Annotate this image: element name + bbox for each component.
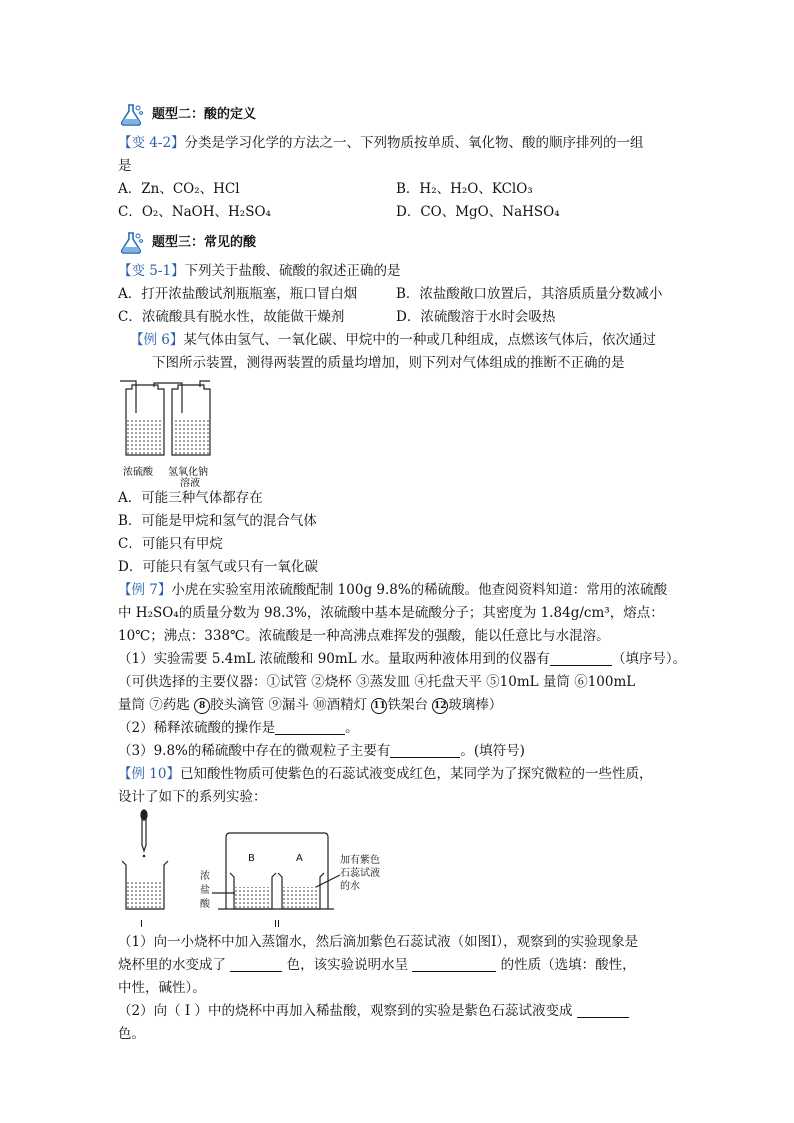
sub-question-text: （1）向一小烧杯中加入蒸馏水，然后滴加紫色石蕊试液（如图Ⅰ），观察到的实验现象是	[118, 934, 639, 950]
beaker-experiment-diagram	[118, 809, 408, 931]
instrument-list: （可供选择的主要仪器：①试管 ②烧杯 ③蒸发皿 ④托盘天平 ⑤10mL 量筒 ⑥100mL	[118, 674, 636, 690]
question-tag: 【变 4-2】	[118, 135, 185, 151]
stem-text: 分类是学习化学的方法之一、下列物质按单质、氧化物、酸的顺序排列的一组	[184, 135, 644, 151]
option-c: C．O₂、NaOH、H₂SO₄	[118, 204, 271, 220]
question-tag: 【例 6】	[130, 332, 184, 348]
label-naoh: 氢氧化钠	[168, 467, 208, 478]
stem-text: 中 H₂SO₄的质量分数为 98.3%，浓硫酸中基本是硫酸分子；其密度为 1.84g/cm³，熔点：	[118, 605, 664, 621]
section-title: 题型二：酸的定义	[152, 106, 257, 122]
stem-text: 下列关于盐酸、硫酸的叙述正确的是	[184, 263, 401, 279]
instrument-text: 玻璃棒）	[448, 697, 503, 713]
question-tag: 【例 10】	[118, 766, 180, 782]
stem-text: 是	[118, 158, 132, 174]
options-row	[118, 201, 678, 224]
options-row	[118, 283, 678, 306]
answer-blank[interactable]	[577, 1001, 629, 1018]
options-row	[118, 178, 678, 201]
label-acid: 酸	[200, 899, 210, 910]
sub-question	[118, 740, 678, 763]
circled-number: 8	[194, 698, 210, 714]
answer-blank[interactable]	[390, 741, 460, 758]
beaker-figure	[118, 809, 678, 931]
section-heading-type2	[118, 100, 678, 128]
option-d: D．可能只有氢气或只有一氧化碳	[118, 559, 318, 575]
option-a: A．Zn、CO₂、HCl	[118, 181, 240, 197]
circled-number: 11	[371, 698, 387, 714]
sub-question-text: （1）实验需要 5.4mL 浓硫酸和 90mL 水。量取两种液体用到的仪器有	[118, 651, 550, 667]
figure-label-1: I	[140, 919, 143, 930]
sub-question	[118, 1000, 678, 1023]
beaker-label-b: B	[248, 853, 255, 864]
answer-blank[interactable]	[275, 718, 345, 735]
sub-question-text: （3）9.8%的稀硫酸中存在的微观粒子主要有	[118, 743, 391, 759]
gas-bottles-diagram	[118, 375, 228, 487]
sub-question-text: 的性质（选填：酸性，	[496, 957, 636, 973]
label-solution: 溶液	[180, 478, 200, 487]
instrument-text: 胶头滴管 ⑨漏斗 ⑩酒精灯	[210, 697, 372, 713]
question-stem	[118, 260, 678, 283]
answer-blank[interactable]	[550, 649, 612, 666]
figure-label-2: II	[274, 919, 280, 930]
worksheet	[118, 96, 687, 1046]
beaker-label-a: A	[296, 853, 303, 864]
flask-icon	[118, 102, 144, 126]
stem-text: 已知酸性物质可使紫色的石蕊试液变成红色，某同学为了探究微粒的一些性质，	[179, 766, 653, 782]
option-a: A．可能三种气体都存在	[118, 490, 263, 506]
stem-text: 下图所示装置，测得两装置的质量均增加，则下列对气体组成的推断不正确的是	[152, 355, 625, 371]
sub-question-text: （2）向（ I ）中的烧杯中再加入稀盐酸，观察到的实验是紫色石蕊试液变成	[118, 1003, 577, 1019]
sub-question-text: （填序号）。	[611, 651, 687, 667]
apparatus-figure	[118, 375, 678, 487]
question-stem	[118, 329, 678, 352]
label-water: 的水	[340, 881, 360, 892]
option-a: A．打开浓盐酸试剂瓶瓶塞，瓶口冒白烟	[118, 286, 358, 302]
label-litmus: 石蕊试液	[340, 868, 380, 879]
sub-question-text: 。	[345, 720, 359, 736]
sub-question-text: （2）稀释浓硫酸的操作是	[118, 720, 276, 736]
question-stem	[118, 579, 678, 602]
stem-text: 小虎在实验室用浓硫酸配制 100g 9.8%的稀硫酸。他查阅资料知道：常用的浓硫酸	[171, 582, 668, 598]
label-hcl: 盐	[200, 885, 210, 896]
question-stem	[118, 132, 678, 155]
flask-icon	[118, 230, 144, 254]
sub-question-text: 色。	[118, 1026, 145, 1042]
instrument-text: 铁架台	[387, 697, 433, 713]
option-c: C．可能只有甲烷	[118, 536, 223, 552]
question-stem	[118, 763, 678, 786]
label-sulfuric-acid: 浓硫酸	[123, 467, 153, 478]
instrument-text: 量筒 ⑦药匙	[118, 697, 195, 713]
sub-question	[118, 717, 678, 740]
answer-blank[interactable]	[230, 955, 282, 972]
options-row	[118, 306, 678, 329]
question-tag: 【变 5-1】	[118, 263, 185, 279]
label-conc: 浓	[200, 871, 210, 882]
option-d: D．浓硫酸溶于水时会吸热	[396, 309, 556, 325]
sub-question	[118, 648, 687, 671]
sub-question-text: 色，该实验说明水呈	[282, 957, 413, 973]
circled-number: 12	[432, 698, 448, 714]
option-b: B．浓盐酸敞口放置后，其溶质质量分数减小	[396, 286, 663, 302]
option-d: D．CO、MgO、NaHSO₄	[396, 204, 560, 220]
sub-question-text: 中性，碱性）。	[118, 980, 206, 996]
section-heading-type3	[118, 228, 678, 256]
stem-text: 10℃；沸点：338℃。浓硫酸是一种高沸点难挥发的强酸，能以任意比与水混溶。	[118, 628, 610, 644]
stem-text: 某气体由氢气、一氧化碳、甲烷中的一种或几种组成，点燃该气体后，依次通过	[183, 332, 656, 348]
option-b: B．H₂、H₂O、KClO₃	[396, 181, 533, 197]
sub-question-text: 。(填符号)	[460, 743, 525, 759]
sub-question-text: 烧杯里的水变成了	[118, 957, 231, 973]
question-tag: 【例 7】	[118, 582, 172, 598]
sub-question	[118, 954, 678, 977]
section-title: 题型三：常见的酸	[152, 234, 257, 250]
instrument-list	[118, 694, 678, 717]
stem-text: 设计了如下的系列实验：	[118, 789, 267, 805]
label-purple: 加有紫色	[340, 855, 380, 866]
answer-blank[interactable]	[412, 955, 496, 972]
option-b: B．可能是甲烷和氢气的混合气体	[118, 513, 317, 529]
option-c: C．浓硫酸具有脱水性，故能做干燥剂	[118, 309, 345, 325]
